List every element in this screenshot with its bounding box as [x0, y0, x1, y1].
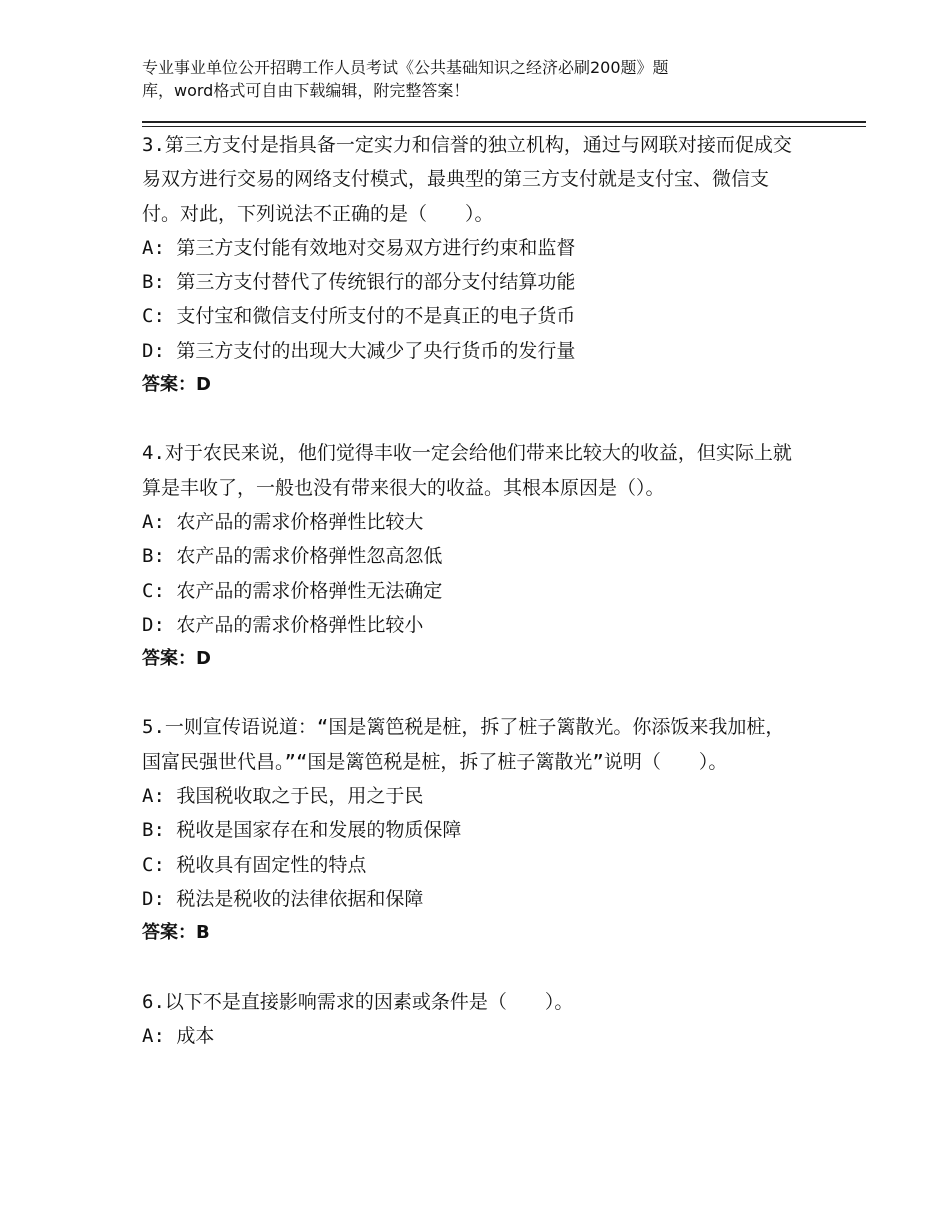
option-a: A: 第三方支付能有效地对交易双方进行约束和监督 [142, 236, 576, 259]
question-6 [142, 985, 802, 1054]
answer-label: 答案：D [142, 374, 211, 396]
option-b: B: 税收是国家存在和发展的物质保障 [142, 819, 462, 842]
option-b: B: 农产品的需求价格弹性忽高忽低 [142, 545, 443, 568]
question-stem: 6.以下不是直接影响需求的因素或条件是（ ）。 [142, 990, 574, 1013]
question-4 [142, 436, 802, 676]
header-line-2: 库，word格式可自由下载编辑，附完整答案！ [142, 81, 470, 100]
option-a: A: 我国税收取之于民，用之于民 [142, 785, 424, 808]
option-d: D: 农产品的需求价格弹性比较小 [142, 613, 424, 636]
question-5 [142, 710, 802, 950]
question-3 [142, 128, 802, 402]
option-c: C: 农产品的需求价格弹性无法确定 [142, 579, 443, 602]
document-header [142, 56, 802, 102]
question-stem: 4.对于农民来说，他们觉得丰收一定会给他们带来比较大的收益，但实际上就算是丰收了，一般也没有带来很大的收益。其根本原因是（）。 [142, 442, 792, 499]
answer-label: 答案：D [142, 648, 211, 670]
question-list [142, 128, 802, 1053]
option-c: C: 支付宝和微信支付所支付的不是真正的电子货币 [142, 305, 576, 328]
option-d: D: 税法是税收的法律依据和保障 [142, 887, 424, 910]
header-divider-thick [142, 121, 866, 123]
question-stem: 5.一则宣传语说道：“国是篱笆税是桩，拆了桩子篱散光。你添饭来我加桩，国富民强世代昌。”“国是篱笆税是桩，拆了桩子篱散光”说明（ ）。 [142, 716, 785, 773]
header-divider-thin [142, 126, 866, 127]
question-stem: 3.第三方支付是指具备一定实力和信誉的独立机构，通过与网联对接而促成交易双方进行交易的网络支付模式，最典型的第三方支付就是支付宝、微信支付。对此，下列说法不正确的是（ ）。 [142, 134, 792, 225]
option-c: C: 税收具有固定性的特点 [142, 853, 367, 876]
header-line-1: 专业事业单位公开招聘工作人员考试《公共基础知识之经济必刷200题》题 [142, 58, 669, 77]
option-a: A: 农产品的需求价格弹性比较大 [142, 510, 424, 533]
option-b: B: 第三方支付替代了传统银行的部分支付结算功能 [142, 271, 576, 294]
option-a: A: 成本 [142, 1024, 215, 1047]
option-d: D: 第三方支付的出现大大减少了央行货币的发行量 [142, 339, 576, 362]
answer-label: 答案：B [142, 922, 210, 944]
